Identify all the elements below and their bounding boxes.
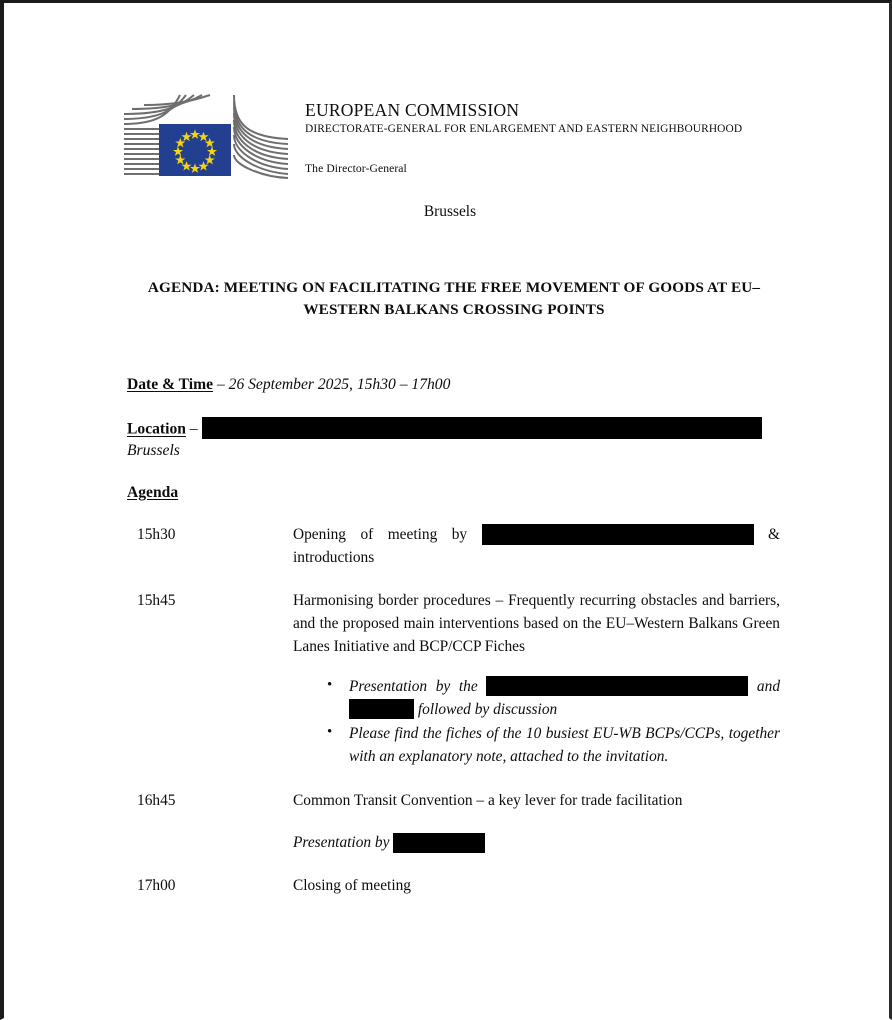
bullet-text-part2: to the invitation. (567, 747, 669, 765)
agenda-text: Harmonising border procedures – Frequently recurring obstacles and barriers, and the proposed main interventions based on the EU–Western Balkans Green Lanes Initiative and BCP/CCP Fiches (293, 592, 780, 656)
date-time-row (127, 375, 780, 395)
date-time-label: Date & Time (127, 376, 214, 393)
agenda-text: Closing of meeting (293, 877, 411, 895)
redaction-bar-opening-speaker (482, 524, 754, 545)
agenda-heading: Agenda (127, 483, 179, 501)
agenda-time: 16h45 (137, 791, 176, 809)
redaction-bar-presenter-1 (486, 676, 748, 696)
location-row (127, 419, 780, 441)
logo-left-swoosh (124, 95, 210, 124)
bullet-text-part3: followed by discussion (414, 700, 558, 718)
agenda-item-3 (127, 789, 780, 854)
agenda-text-before: Opening of meeting by (293, 525, 482, 543)
date-time-dash: – (213, 376, 229, 393)
date-time-value: 26 September 2025, 15h30 – 17h00 (228, 376, 451, 393)
agenda-description (293, 789, 780, 854)
eu-flag-icon (159, 124, 231, 176)
agenda-bullet-list (293, 675, 780, 768)
presentation-text: Presentation by (293, 834, 394, 852)
redaction-bar-presenter-2 (349, 699, 414, 719)
logo-left-stripes (124, 129, 162, 174)
letterhead-text (305, 101, 800, 175)
organisation-name: EUROPEAN COMMISSION (305, 100, 520, 120)
agenda-text: Common Transit Convention – a key lever for trade facilitation (293, 791, 683, 809)
letterhead (122, 91, 802, 191)
agenda-description (293, 874, 780, 897)
department-name: DIRECTORATE-GENERAL FOR ENLARGEMENT AND EASTERN NEIGHBOURHOOD (305, 122, 743, 135)
list-item (349, 675, 780, 721)
location-label: Location (127, 420, 186, 438)
bullet-text-part1: Presentation by the (349, 677, 487, 695)
agenda-time: 15h30 (137, 525, 176, 543)
agenda-text-after: & introductions (293, 525, 780, 567)
city-line: Brussels (423, 203, 477, 220)
european-commission-logo (122, 93, 290, 183)
agenda-item-2 (127, 589, 780, 769)
agenda-description (293, 589, 780, 769)
agenda-time: 15h45 (137, 592, 176, 610)
location-second-line: Brussels (127, 441, 180, 459)
logo-right-swoosh (234, 95, 288, 178)
agenda-description (293, 523, 780, 569)
page-title: AGENDA: MEETING ON FACILITATING THE FREE MOVEMENT OF GOODS AT EU–WESTERN BALKANS CROSSING POINTS (147, 279, 761, 319)
document-body (127, 375, 780, 917)
redaction-bar-presenter-3 (393, 833, 485, 853)
location-dash: – (185, 420, 202, 438)
bullet-text-part2: and (748, 677, 781, 695)
director-general-line: The Director-General (305, 162, 407, 176)
agenda-item-1 (127, 523, 780, 569)
agenda-presentation-line (293, 831, 780, 854)
bullet-text-part1: Please find the fiches of the 10 busiest EU-WB BCPs/CCPs, together with an explanatory note, attached (349, 724, 780, 765)
redaction-bar-location (202, 417, 762, 439)
list-item (349, 722, 780, 768)
agenda-item-4 (127, 874, 780, 897)
agenda-list (127, 523, 780, 897)
agenda-time: 17h00 (137, 877, 176, 895)
